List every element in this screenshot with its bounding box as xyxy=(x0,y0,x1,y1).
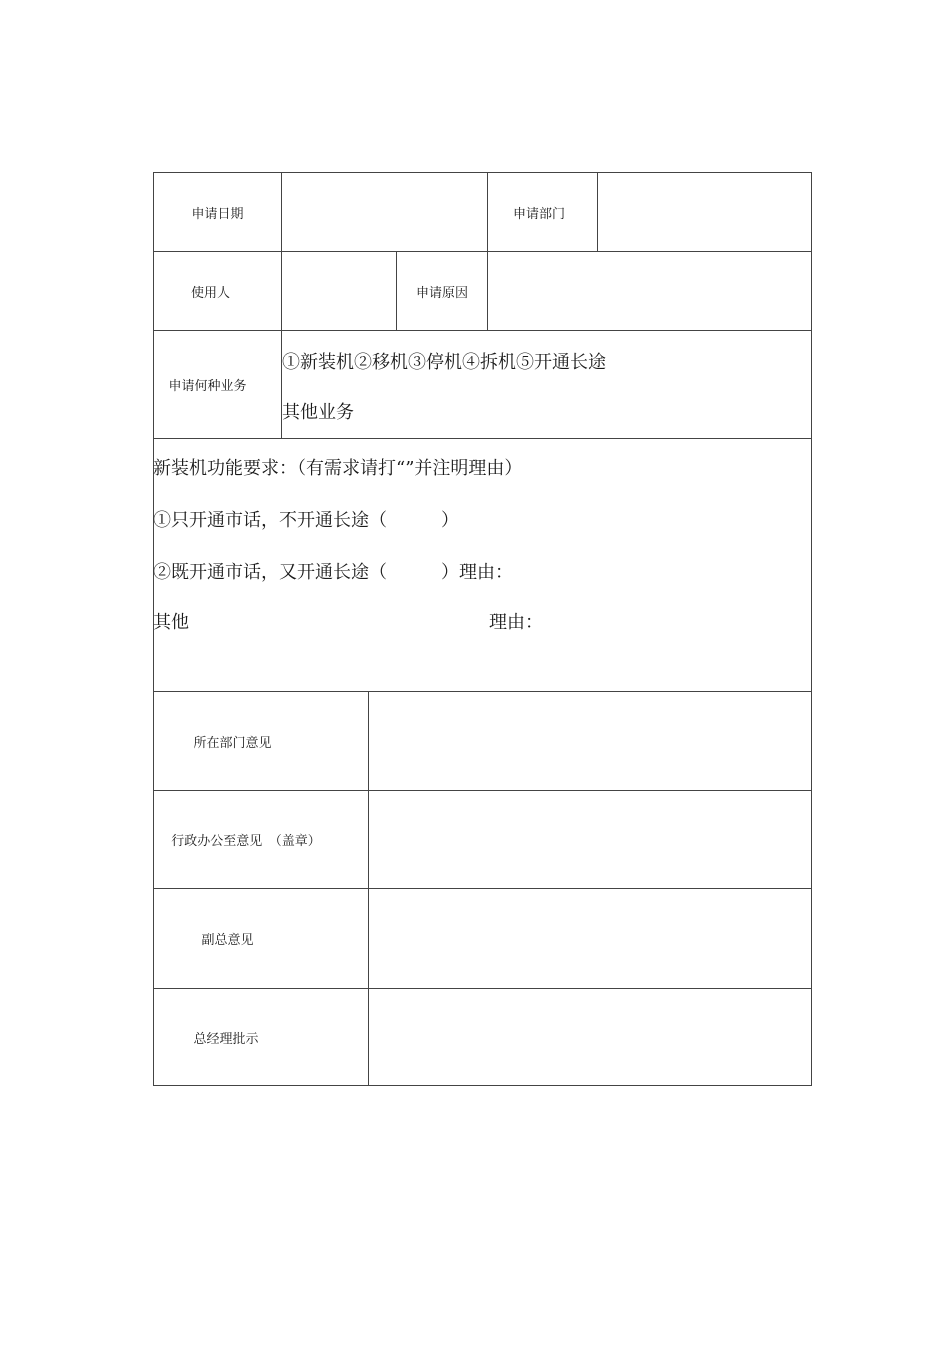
dept-opinion-field[interactable] xyxy=(369,692,811,790)
reason-label: 申请原因 xyxy=(415,285,468,301)
requirement-option-2[interactable]: ②既开通市话，又开通长途（ ）理由： xyxy=(153,562,513,583)
date-field[interactable] xyxy=(282,173,487,251)
service-type-label: 申请何种业务 xyxy=(168,379,247,394)
row-divider xyxy=(153,438,812,439)
dept-opinion-label: 所在部门意见 xyxy=(193,735,272,751)
date-label: 申请日期 xyxy=(191,206,244,222)
border-bottom xyxy=(153,1085,812,1086)
general-manager-approval-field[interactable] xyxy=(369,989,811,1085)
requirement-other-reason-label: 理由： xyxy=(489,612,543,633)
other-service[interactable]: 其他业务 xyxy=(282,402,354,423)
dept-label: 申请部门 xyxy=(512,206,565,222)
service-options[interactable]: ①新装机②移机③停机④拆机⑤开通长途 xyxy=(282,352,606,373)
user-label: 使用人 xyxy=(190,285,230,301)
dept-field[interactable] xyxy=(598,173,811,251)
general-manager-approval-label: 总经理批示 xyxy=(193,1031,259,1047)
requirements-title: 新装机功能要求：（有需求请打“”并注明理由） xyxy=(153,458,523,479)
vice-president-opinion-label: 副总意见 xyxy=(201,933,254,948)
reason-field[interactable] xyxy=(488,252,811,330)
vice-president-opinion-field[interactable] xyxy=(369,889,811,988)
admin-office-opinion-label: 行政办公至意见 （盖章） xyxy=(171,834,321,849)
user-field[interactable] xyxy=(282,252,396,330)
requirement-other-label: 其他 xyxy=(153,612,189,633)
border-right xyxy=(811,172,812,1086)
requirement-option-1[interactable]: ①只开通市话，不开通长途（ ） xyxy=(153,510,459,531)
admin-office-opinion-field[interactable] xyxy=(369,791,811,888)
application-form xyxy=(153,172,812,1086)
